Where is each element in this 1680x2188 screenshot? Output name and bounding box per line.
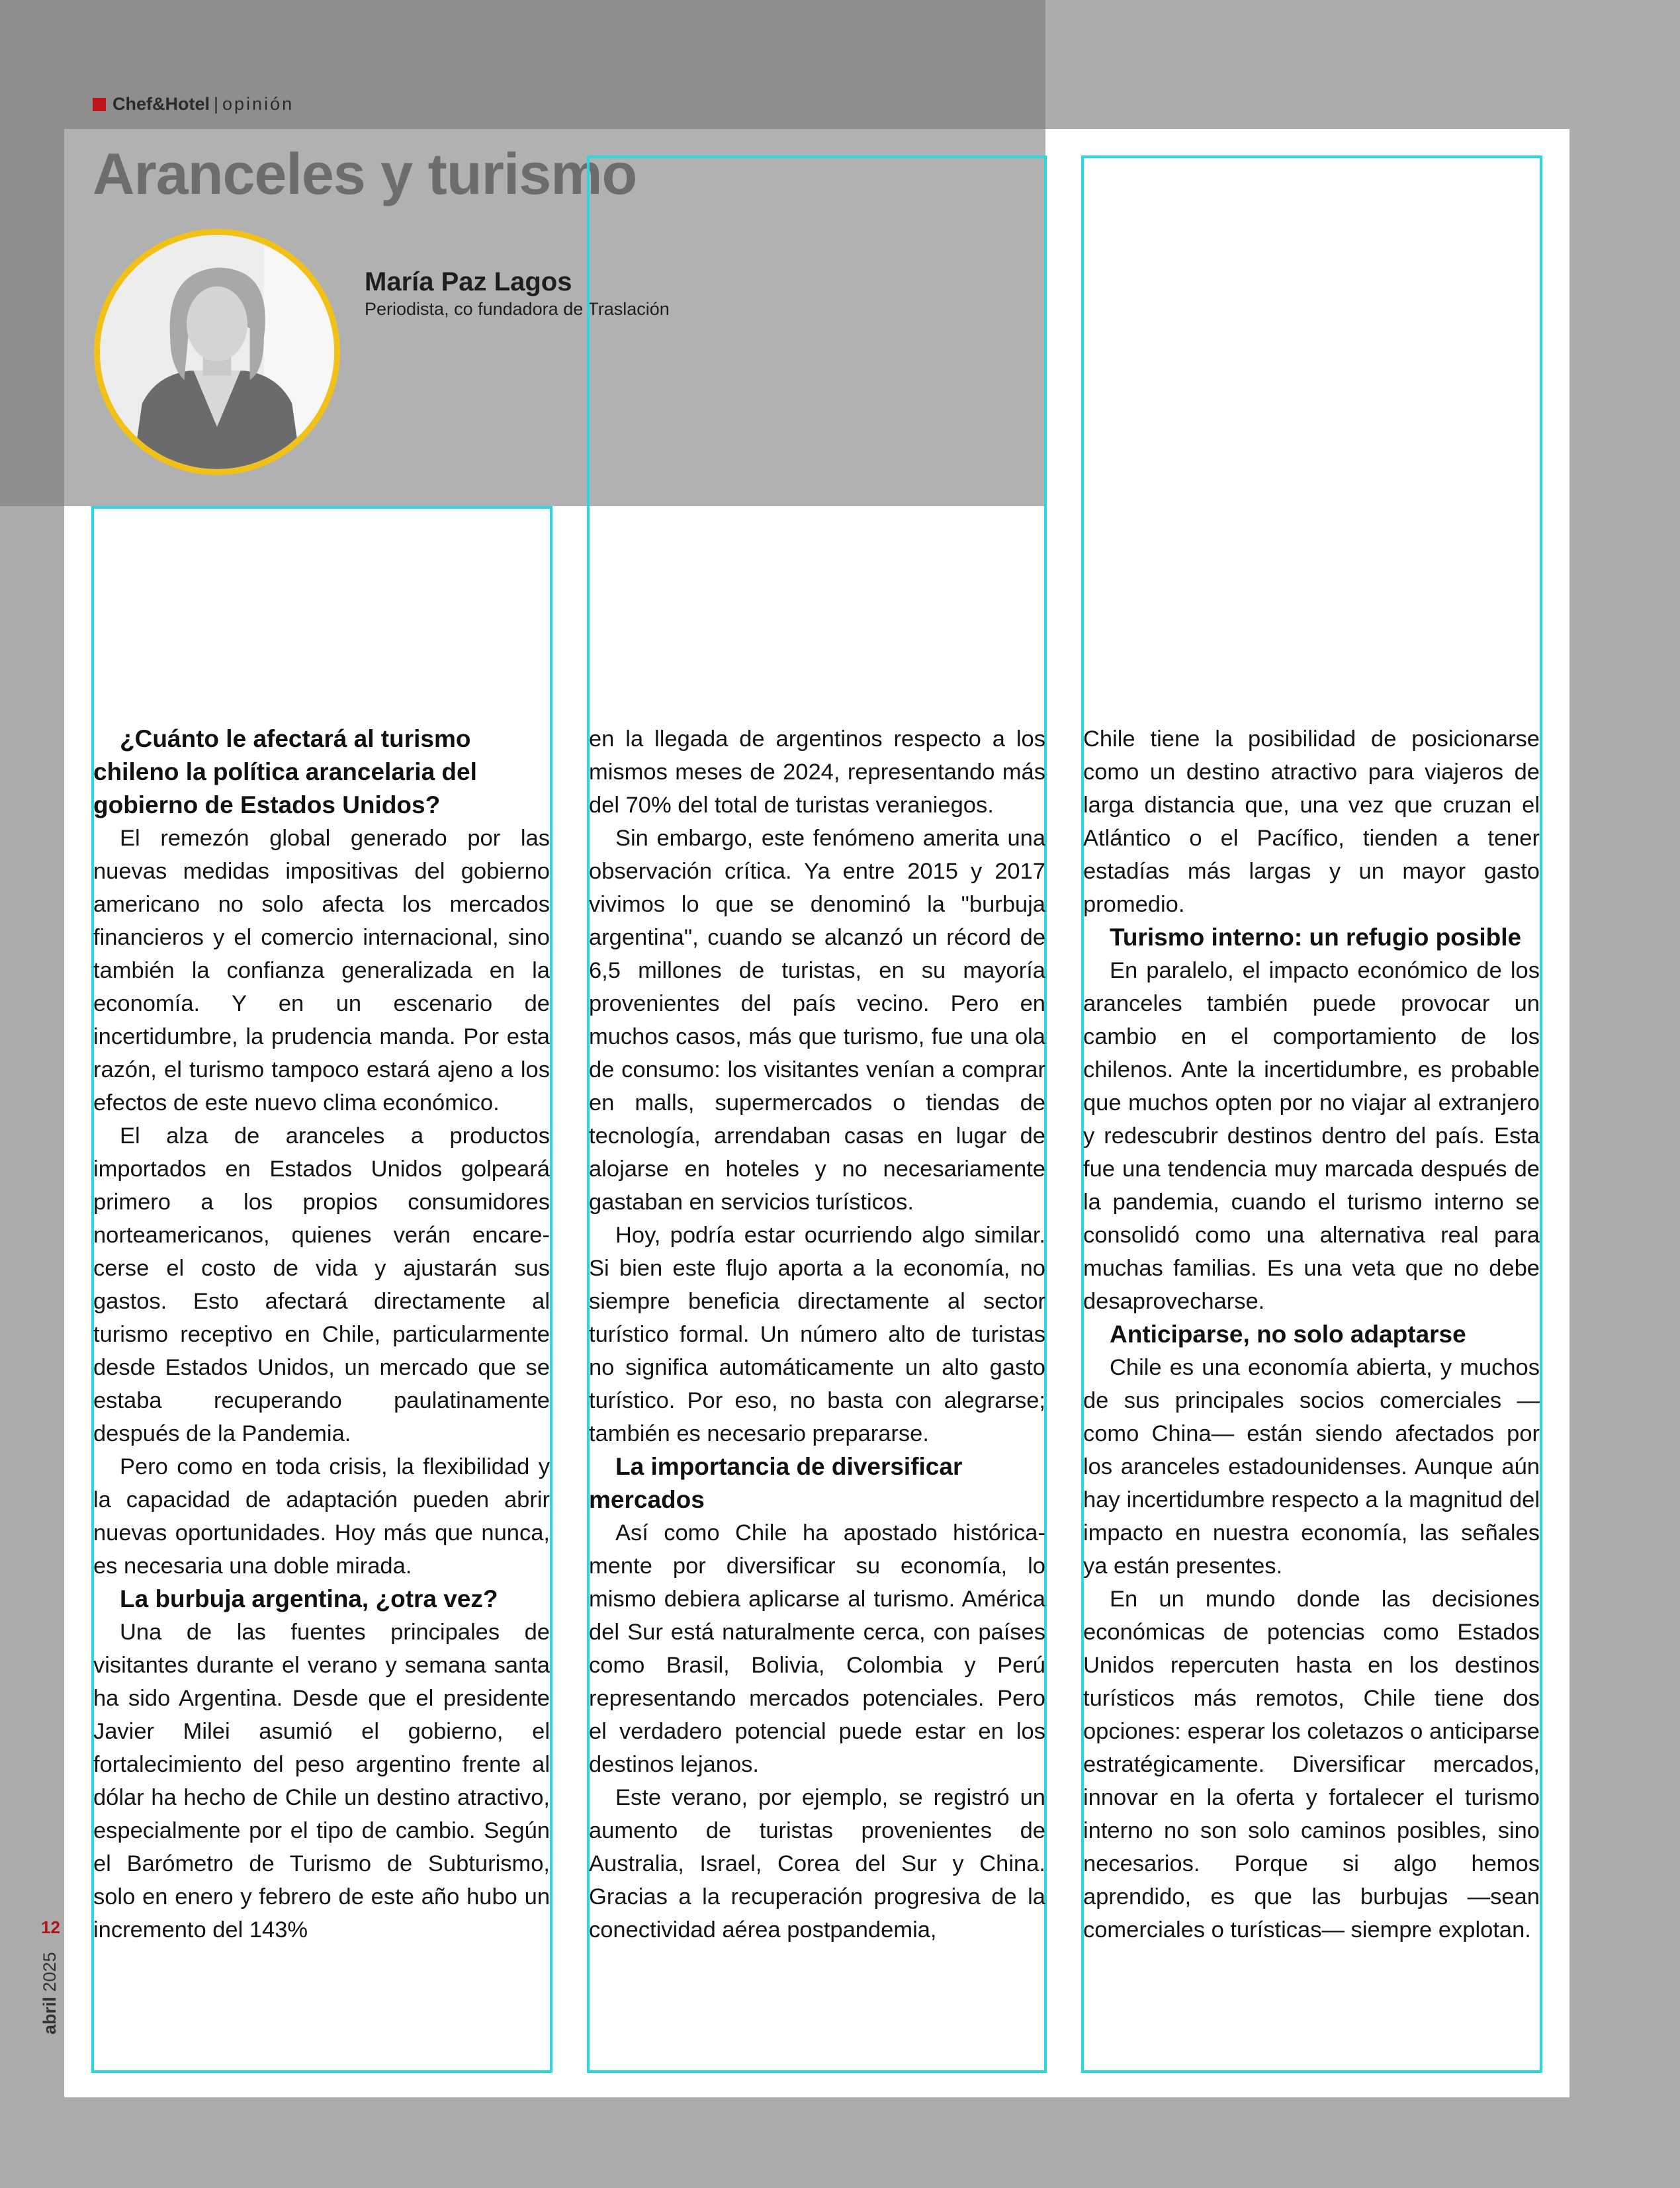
issue-month: abril [40,1996,60,2035]
author-name: María Paz Lagos [365,267,572,296]
magazine-brand [93,94,294,114]
paragraph: En paralelo, el impacto económico de los aranceles también puede provocar un cambio en el comportamiento de los chilenos. Ante la incertidumbre, es probable que muchos opten por no viajar al extranjero y redescubrir destinos dentro del país. Esta fue una tendencia muy marcada después de la pandemia, cuando el turismo interno se consolidó como una alternativa real para muchas familias. Es una veta que no debe desaprovecharse. [1083,958,1540,1314]
article-column-1 [93,722,550,1947]
author-portrait-image [100,235,334,469]
article-column-3 [1083,722,1540,1947]
section-heading: Anticiparse, no solo adaptarse [1110,1321,1466,1348]
author-role: Periodista, co fundadora de Traslación [365,299,670,319]
paragraph: En un mundo donde las decisiones económicas de potencias como Estados Unidos repercuten hasta en los destinos turísticos más remotos, Chile tiene dos opciones: esperar los coletazos o anticiparse estratégicamente. Diversificar mercados, innovar en la oferta y fortalecer el turismo interno no son solo caminos posibles, sino necesarios. Porque si algo hemos aprendido, es que las burbujas —sean comerciales o turísticas— siempre explotan. [1083,1587,1540,1943]
author-photo [94,229,340,475]
paragraph: Este verano, por ejemplo, se registró un aumento de turistas provenientes de Australia, Israel, Corea del Sur y China. Gracias a la recuperación progresiva de la conectividad aérea postpandemia, [589,1785,1045,1943]
issue-year: 2025 [40,1952,60,1992]
section-heading: ¿Cuánto le afectará al turismo chileno la política arancelaria del gobierno de Estados Unidos? [93,725,477,818]
paragraph: Una de las fuentes principales de visitantes durante el verano y semana santa ha sido Argentina. Desde que el presidente Javier Milei asumió el gobierno, el fortalecimiento del peso argentino frente al dólar ha hecho de Chile un destino atractivo, especialmente por el tipo de cambio. Según el Barómetro de Turismo de Subturismo, solo en enero y febrero de este año hubo un incremento del 143% [93,1620,550,1943]
section-heading: Turismo interno: un refugio posible [1110,924,1522,951]
brand-separator: | [214,94,219,114]
paragraph: Así como Chile ha apostado históricamente por diversificar su economía, lo mismo debiera aplicarse al turismo. América del Sur está naturalmente cerca, con países como Brasil, Bolivia, Colombia y Perú representando mercados potenciales. Pero el verdadero potencial puede estar en los destinos lejanos. [589,1520,1045,1777]
paragraph-continued: en la llegada de argentinos respecto a los mismos meses de 2024, representando más del 70% del total de turistas veraniegos. [589,726,1045,818]
section-label: opinión [222,94,294,114]
paragraph: Sin embargo, este fenómeno amerita una observación crítica. Ya entre 2015 y 2017 vivimos lo que se denominó la "burbuja argentina", cuando se alcanzó un récord de 6,5 millones de turistas, en su mayoría provenientes del país vecino. Pero en muchos casos, más que turismo, fue una ola de consumo: los visitantes venían a comprar en malls, supermercados o tiendas de tecnología, arrendaban casas en lugar de alojarse en hoteles y no necesariamente gastaban en servicios turísticos. [589,826,1045,1215]
paragraph-continued: Chile tiene la posibilidad de posicionarse como un destino atractivo para viajeros de larga distancia que, una vez que cruzan el Atlántico o el Pacífico, tienden a tener estadías más largas y un mayor gasto promedio. [1083,726,1540,917]
article-title: Aranceles y turismo [93,141,637,206]
paragraph: El alza de aranceles a productos importados en Estados Unidos golpeará primero a los propios consumidores norteamericanos, quienes verán encarecerse el costo de vida y ajustarán sus gastos. Esto afectará directamente al turismo receptivo en Chile, particularmente desde Estados Unidos, un mercado que se estaba recuperando paulatinamente después de la Pandemia. [93,1123,550,1446]
brand-square-icon [93,98,106,111]
section-heading: La importancia de diversificar mercados [589,1453,963,1513]
brand-name: Chef&Hotel [112,94,210,114]
paragraph: El remezón global generado por las nuevas medidas impositivas del gobierno americano no solo afecta los mercados financieros y el comercio internacional, sino también la confianza generalizada en la economía. Y en un escenario de incertidumbre, la prudencia manda. Por esta razón, el turismo tampoco estará ajeno a los efectos de este nuevo clima económico. [93,826,550,1116]
issue-date [40,1952,60,2035]
paragraph: Hoy, podría estar ocurriendo algo similar. Si bien este flujo aporta a la economía, no siempre beneficia directamente al sector turístico formal. Un número alto de turistas no significa automáticamente un alto gasto turístico. Por eso, no basta con alegrarse; también es necesario prepararse. [589,1223,1045,1446]
article-column-2 [589,722,1045,1947]
paragraph: Pero como en toda crisis, la flexibilidad y la capacidad de adaptación pueden abrir nuevas oportunidades. Hoy más que nunca, es necesaria una doble mirada. [93,1454,550,1579]
section-heading: La burbuja argentina, ¿otra vez? [120,1585,498,1612]
paragraph: Chile es una economía abierta, y muchos de sus principales socios comerciales —como China— están siendo afectados por los aranceles estadounidenses. Aunque aún hay incertidumbre respecto a la magnitud del impacto en nuestra economía, las señales ya están presentes. [1083,1355,1540,1579]
page-number: 12 [41,1917,60,1937]
